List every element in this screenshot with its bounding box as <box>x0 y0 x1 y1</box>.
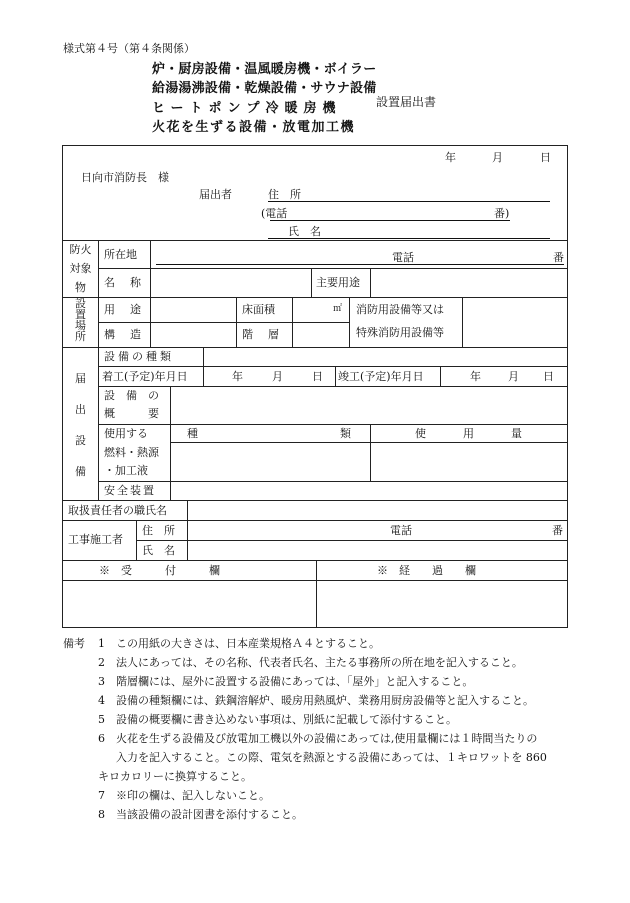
reception-label: ※ 受 付 欄 <box>99 564 220 577</box>
start-month: 月 <box>272 370 283 383</box>
overview-label-line1: 設 備 の <box>104 389 159 402</box>
note-item <box>116 751 547 764</box>
location-phone-ban: 番 <box>553 251 564 264</box>
floor-label: 階 層 <box>242 328 281 341</box>
title-line-2: 給湯湯沸設備・乾燥設備・サウナ設備 <box>152 81 377 96</box>
note-text: 入力を記入すること。この際、電気を熱源とする設備にあっては、１キロワットを 860 <box>116 751 547 764</box>
note-number: 1 <box>98 637 105 650</box>
fuel-label-line3: ・加工液 <box>104 464 148 477</box>
progress-label: ※ 経 過 欄 <box>377 564 476 577</box>
structure-field[interactable] <box>152 324 234 346</box>
equipment-type-label: 設備の種類 <box>104 350 174 363</box>
safety-field[interactable] <box>172 483 565 499</box>
notes-heading: 備考 <box>63 637 85 650</box>
applicant-name-field[interactable] <box>268 225 550 239</box>
note-item <box>98 808 303 821</box>
note-text: 階層欄には、屋外に設置する設備にあっては、「屋外」と記入すること。 <box>116 675 474 688</box>
note-number: 3 <box>98 675 105 688</box>
note-item <box>98 770 252 783</box>
start-year: 年 <box>232 370 243 383</box>
equipment-label-line2: 特殊消防用設備等 <box>356 326 444 339</box>
manager-field[interactable] <box>189 502 565 518</box>
install-place-label: 設 置 場 所 <box>75 297 86 343</box>
safety-label: 安全装置 <box>104 484 156 497</box>
note-number: 5 <box>98 713 105 726</box>
date-month-label: 月 <box>492 151 503 164</box>
applicant-address-label: 住 所 <box>268 188 301 201</box>
location-label: 所在地 <box>104 248 137 261</box>
date-year-label: 年 <box>445 151 456 164</box>
location-phone-label: 電話 <box>392 251 414 264</box>
install-use-label: 用 途 <box>104 303 143 316</box>
progress-field <box>318 582 565 625</box>
completion-month: 月 <box>508 370 519 383</box>
fuel-kind-label: 種 <box>187 427 198 440</box>
note-text: ※印の欄は、記入しないこと。 <box>116 789 270 802</box>
applicant-phone-field[interactable] <box>270 207 510 221</box>
fuel-usage-label: 使 <box>415 427 426 440</box>
fuel-label-line2: 燃料・熱源 <box>104 446 159 459</box>
note-text: この用紙の大きさは、日本産業規格Ａ４とすること。 <box>116 637 380 650</box>
fuel-usage-field[interactable] <box>372 444 565 479</box>
completion-year: 年 <box>470 370 481 383</box>
fire-equipment-field[interactable] <box>464 299 565 345</box>
applicant-phone-open: (電話 <box>261 207 288 220</box>
note-item <box>98 732 537 745</box>
note-number: 6 <box>98 732 105 745</box>
note-item <box>98 694 534 707</box>
note-text: 当該設備の設計図書を添付すること。 <box>116 808 303 821</box>
form-number: 様式第４号（第４条関係） <box>63 42 195 55</box>
note-item <box>98 656 523 669</box>
fuel-kind-label-2: 類 <box>340 427 351 440</box>
title-line-3: ヒートポンプ冷暖房機 <box>152 101 342 116</box>
applicant-phone-close: 番) <box>494 207 510 220</box>
note-number: 7 <box>98 789 105 802</box>
overview-field[interactable] <box>172 388 565 422</box>
main-use-field[interactable] <box>372 270 565 295</box>
contractor-name-label: 氏 名 <box>142 544 175 557</box>
equipment-label-line1: 消防用設備等又は <box>356 303 444 316</box>
contractor-address-label: 住 所 <box>142 524 175 537</box>
note-text: 設備の概要欄に書き込めない事項は、別紙に記載して添付すること。 <box>116 713 457 726</box>
title-suffix: 設置届出書 <box>376 95 437 109</box>
applicant-label: 届出者 <box>199 188 232 201</box>
reception-field <box>64 582 314 625</box>
main-use-label: 主要用途 <box>316 276 360 289</box>
fuel-usage-label-3: 量 <box>511 427 522 440</box>
equipment-section-label: 届 出 設 備 <box>75 372 86 478</box>
completion-date-label: 竣工(予定)年月日 <box>338 370 424 383</box>
area-unit: ㎡ <box>333 304 343 314</box>
applicant-address-field[interactable] <box>268 188 550 202</box>
note-item <box>98 789 270 802</box>
contractor-phone-ban: 番 <box>552 524 563 537</box>
addressee: 日向市消防長 様 <box>81 171 169 184</box>
location-field[interactable] <box>156 251 564 265</box>
floor-field[interactable] <box>294 324 347 346</box>
fuel-usage-label-2: 用 <box>463 427 474 440</box>
title-line-1: 炉・厨房設備・温風暖房機・ボイラー <box>152 62 377 77</box>
contractor-address-field[interactable] <box>189 522 565 538</box>
note-item <box>98 713 457 726</box>
date-day-label: 日 <box>540 151 551 164</box>
title-line-4: 火花を生ずる設備・放電加工機 <box>152 120 356 135</box>
start-date-label: 着工(予定)年月日 <box>102 370 188 383</box>
note-number: 2 <box>98 656 105 669</box>
overview-label-line2: 概 要 <box>104 407 159 420</box>
note-text: 法人にあっては、その名称、代表者氏名、主たる事務所の所在地を記入すること。 <box>116 656 523 669</box>
completion-day: 日 <box>543 370 554 383</box>
fire-target-name-label: 名 称 <box>104 276 143 289</box>
note-text: 設備の種類欄には、鉄鋼溶解炉、暖房用熱風炉、業務用厨房設備等と記入すること。 <box>116 694 534 707</box>
fire-target-label: 防火 対象 物 <box>69 243 92 294</box>
fuel-kind-field[interactable] <box>172 444 368 479</box>
note-number: 4 <box>98 694 105 707</box>
manager-label: 取扱責任者の職氏名 <box>68 504 167 517</box>
equipment-type-field[interactable] <box>205 349 565 365</box>
contractor-label: 工事施工者 <box>68 533 123 546</box>
contractor-phone-label: 電話 <box>390 524 412 537</box>
structure-label: 構 造 <box>104 328 143 341</box>
note-text: キロカロリーに換算すること。 <box>98 770 252 783</box>
contractor-name-field[interactable] <box>189 542 565 558</box>
applicant-name-label: 氏 名 <box>288 225 321 238</box>
fuel-label-line1: 使用する <box>104 427 148 440</box>
fire-target-name-field[interactable] <box>152 270 309 295</box>
note-number: 8 <box>98 808 105 821</box>
note-item <box>98 675 473 688</box>
note-item <box>98 637 380 650</box>
start-day: 日 <box>312 370 323 383</box>
install-use-field[interactable] <box>152 299 234 321</box>
floor-area-label: 床面積 <box>242 303 275 316</box>
note-text: 火花を生ずる設備及び放電加工機以外の設備にあっては,使用量欄には１時間当たりの <box>116 732 538 745</box>
